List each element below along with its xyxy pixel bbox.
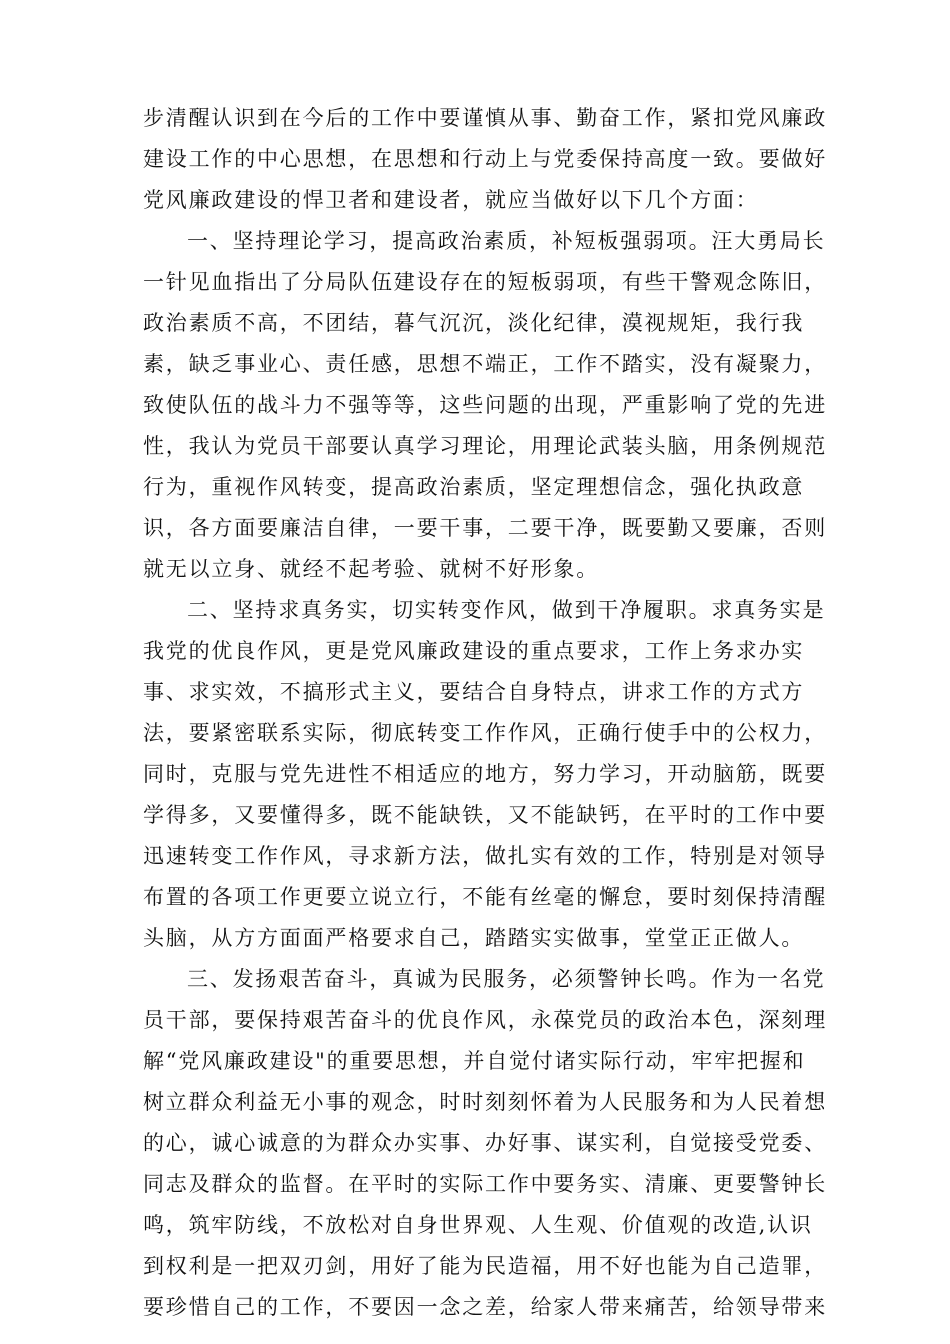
text-line: 我党的优良作风，更是党风廉政建设的重点要求，工作上务求办实: [143, 639, 805, 663]
text-line: 同志及群众的监督。在平时的实际工作中要务实、清廉、更要警钟长: [143, 1172, 827, 1196]
text-line: 党风廉政建设的悍卫者和建设者，就应当做好以下几个方面：: [143, 188, 759, 212]
text-line: 性，我认为党员干部要认真学习理论，用理论武装头脑，用条例规范: [143, 434, 827, 458]
text-line: 识，各方面要廉洁自律，一要干事，二要干净，既要勤又要廉，否则: [143, 516, 827, 540]
text-line: 就无以立身、就经不起考验、就树不好形象。: [143, 557, 599, 581]
text-line: 树立群众利益无小事的观念，时时刻刻怀着为人民服务和为人民着想: [143, 1090, 827, 1114]
text-line: 法，要紧密联系实际，彻底转变工作作风，正确行使手中的公权力，: [143, 721, 827, 745]
text-line: 政治素质不高，不团结，暮气沉沉，淡化纪律，漠视规矩，我行我: [143, 311, 805, 335]
text-line: 事、求实效，不搞形式主义，要结合自身特点，讲求工作的方式方: [143, 680, 805, 704]
text-line: 布置的各项工作更要立说立行，不能有丝毫的懈怠，要时刻保持清醒: [143, 885, 827, 909]
text-line: 素，缺乏事业心、责任感，思想不端正，工作不踏实，没有凝聚力，: [143, 352, 827, 376]
text-line: 要珍惜自己的工作，不要因一念之差，给家人带来痛苦，给领导带来: [143, 1295, 827, 1319]
text-line: 到权利是一把双刃剑，用好了能为民造福，用不好也能为自己造罪，: [143, 1254, 827, 1278]
section-3-heading-line: 三、发扬艰苦奋斗，真诚为民服务，必须警钟长鸣。作为一名党: [187, 967, 826, 991]
text-line: 同时，克服与党先进性不相适应的地方，努力学习，开动脑筋，既要: [143, 762, 827, 786]
text-line: 一针见血指出了分局队伍建设存在的短板弱项，有些干警观念陈旧，: [143, 270, 827, 294]
text-line: 学得多，又要懂得多，既不能缺铁，又不能缺钙，在平时的工作中要: [143, 803, 827, 827]
text-line: 致使队伍的战斗力不强等等，这些问题的出现，严重影响了党的先进: [143, 393, 827, 417]
body-text: [143, 98, 827, 1328]
text-line: 迅速转变工作作风，寻求新方法，做扎实有效的工作，特别是对领导: [143, 844, 827, 868]
text-line: 步清醒认识到在今后的工作中要谨慎从事、勤奋工作，紧扣党风廉政: [143, 106, 827, 130]
section-1-heading-line: 一、坚持理论学习，提高政治素质，补短板强弱项。汪大勇局长: [187, 229, 826, 253]
text-line: 建设工作的中心思想，在思想和行动上与党委保持高度一致。要做好: [143, 147, 827, 171]
text-line: 解“党风廉政建设"的重要思想，并自觉付诸实际行动，牢牢把握和: [143, 1049, 806, 1073]
text-line: 头脑，从方方面面严格要求自己，踏踏实实做事，堂堂正正做人。: [143, 926, 805, 950]
text-line: 行为，重视作风转变，提高政治素质，坚定理想信念，强化执政意: [143, 475, 805, 499]
text-line: 鸣，筑牢防线，不放松对自身世界观、人生观、价值观的改造,认识: [143, 1213, 813, 1237]
text-line: 的心，诚心诚意的为群众办实事、办好事、谋实利，自觉接受党委、: [143, 1131, 827, 1155]
text-line: 员干部，要保持艰苦奋斗的优良作风，永葆党员的政治本色，深刻理: [143, 1008, 827, 1032]
section-2-heading-line: 二、坚持求真务实，切实转变作风，做到干净履职。求真务实是: [187, 598, 826, 622]
